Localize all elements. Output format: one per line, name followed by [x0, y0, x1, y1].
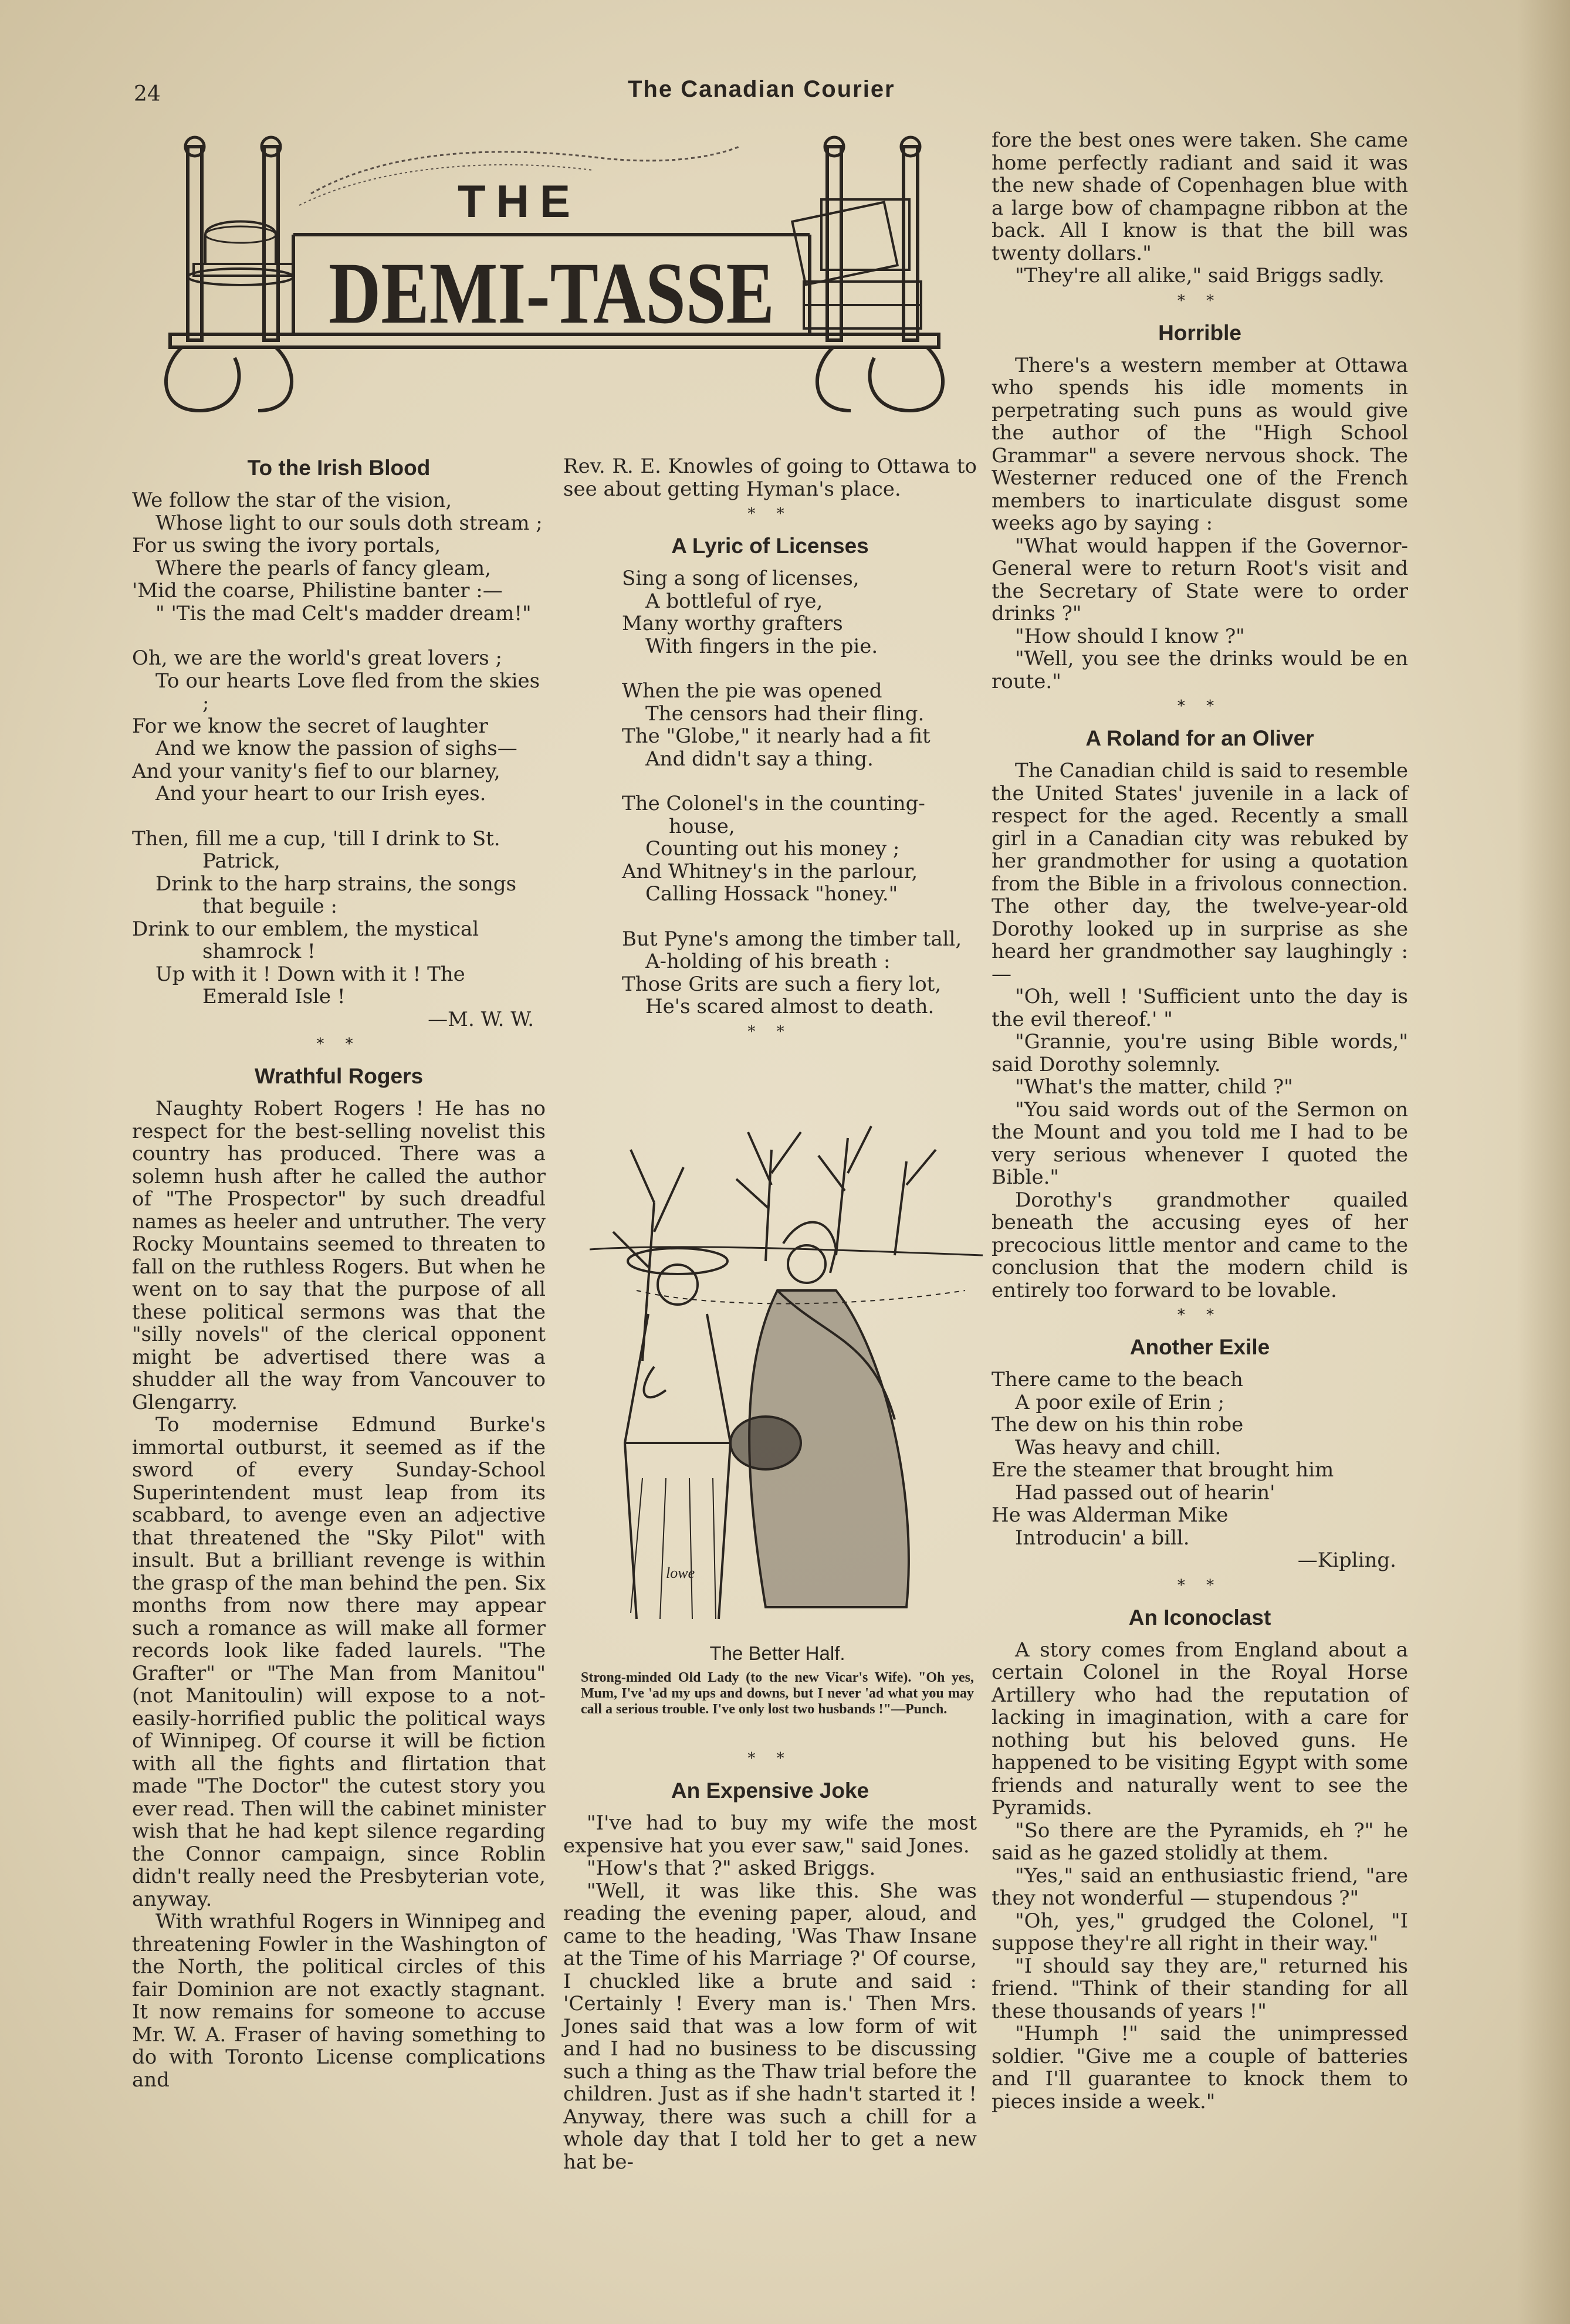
- poem-line: The dew on his thin robe: [992, 1413, 1244, 1437]
- column-2-lower: [563, 1745, 977, 2173]
- section-divider: * *: [747, 1022, 793, 1041]
- poem-line: And Whitney's in the parlour,: [622, 859, 918, 883]
- page-number: 24: [134, 82, 161, 106]
- iconoclast-title: An Iconoclast: [1128, 1605, 1271, 1629]
- poem-line: And we know the passion of sighs—: [155, 737, 517, 760]
- iconoclast-paragraph: "Yes," said an enthusiastic friend, "are they not wonderful — stupendous ?": [992, 1864, 1408, 1910]
- roland-paragraph: "What's the matter, child ?": [1015, 1075, 1293, 1099]
- exile-poem: [992, 1368, 1408, 1549]
- lyric-title: A Lyric of Licenses: [671, 534, 869, 558]
- roland-paragraph: The Canadian child is said to resemble the United States' juvenile in a lack of respect for the aged. Recently a small girl in a Canadian city was rebuked by her grandmother for using a quotation from the Bible in a frivolous connection. The other day, the twelve-year-old Dorothy looked up in surprise as she heard her grandmother say laughingly :—: [992, 759, 1408, 986]
- continued-text: "They're all alike," said Briggs sadly.: [1015, 264, 1385, 287]
- poem-line: Drink to the harp strains, the songs that beguile :: [155, 872, 517, 918]
- poem-line: Had passed out of hearin': [1015, 1481, 1275, 1505]
- poem-line: 'Mid the coarse, Philistine banter :—: [132, 579, 503, 602]
- lyric-stanza-4: [563, 928, 977, 1018]
- irish-stanza-3: [132, 828, 546, 1008]
- roland-title: A Roland for an Oliver: [1085, 726, 1314, 750]
- poem-line: With fingers in the pie.: [645, 634, 878, 658]
- poem-line: And your heart to our Irish eyes.: [155, 782, 486, 805]
- iconoclast-paragraph: "Humph !" said the unimpressed soldier. "Give me a couple of batteries and I'll guarantee to knock them to pieces inside a week.": [992, 2022, 1408, 2113]
- poem-line: Was heavy and chill.: [1015, 1435, 1222, 1459]
- publication-title: The Canadian Courier: [628, 76, 895, 102]
- joke-paragraph: "I've had to buy my wife the most expensive hat you ever saw," said Jones.: [563, 1811, 977, 1858]
- iconoclast-paragraph: "So there are the Pyramids, eh ?" he said as he gazed stolidly at them.: [992, 1818, 1408, 1865]
- page-edge-shadow: [1517, 0, 1570, 2324]
- section-divider: * *: [316, 1035, 361, 1053]
- svg-text:lowe: lowe: [666, 1564, 695, 1581]
- poem-line: For us swing the ivory portals,: [132, 534, 441, 557]
- rogers-paragraph: To modernise Edmund Burke's immortal outburst, it seemed as if the sword of every Sunday-School Superintendent must leap from its scabbard, to avenge even an adjective that threatened the "Sky Pilot" with insult. But a brilliant revenge is within the grasp of the man behind the pen. Six months from now there may appear such a romance as will make all former records look like faded laurels. "The Grafter" or "The Man from Manitou" (not Manitoulin) will expose to a not-easily-horrified public the political ways of Winnipeg. Of course it will be fiction with all the fights and flirtation that made "The Doctor" the cutest story you ever read. Then will the cabinet minister wish that he had kept silence regarding the Connor campaign, since Roblin didn't really need the Presbyterian vote, anyway.: [132, 1413, 546, 1911]
- column-2: [563, 455, 977, 1045]
- horrible-paragraph: There's a western member at Ottawa who spends his idle moments in perpetrating such puns as would give the author of the "High School Grammar" a severe nervous shock. The Westerner reduced one of the French members to inarticulate disgust some weeks ago by saying :: [992, 353, 1408, 535]
- poem-line: A bottleful of rye,: [645, 589, 823, 613]
- section-divider: * *: [747, 505, 793, 523]
- column-1: [132, 446, 546, 2091]
- horrible-title: Horrible: [1158, 320, 1241, 345]
- rogers-title: Wrathful Rogers: [254, 1064, 424, 1088]
- irish-stanza-1: [132, 489, 546, 625]
- continued-text: fore the best ones were taken. She came home perfectly radiant and said it was the new shade of Copenhagen blue with a large bow of champagne ribbon at the back. All I know is that the bill was twenty dollars.": [992, 128, 1408, 265]
- horrible-paragraph: "What would happen if the Governor-General were to return Root's visit and the Secretary of State were to order drinks ?": [992, 534, 1408, 625]
- poem-line: A-holding of his breath :: [645, 950, 891, 973]
- section-divider: * *: [747, 1750, 793, 1767]
- poem-line: He was Alderman Mike: [992, 1503, 1229, 1527]
- masthead-demi-tasse: DEMI-TASSE: [329, 245, 774, 342]
- poem-line: Where the pearls of fancy gleam,: [155, 556, 491, 580]
- poem-line: When the pie was opened: [622, 679, 882, 703]
- poem-line: Counting out his money ;: [645, 837, 900, 861]
- poem-line: Then, fill me a cup, 'till I drink to St. Patrick,: [132, 826, 500, 873]
- poem-line: The censors had their fling.: [645, 702, 925, 726]
- lyric-stanza-2: [563, 680, 977, 770]
- exile-title: Another Exile: [1129, 1335, 1270, 1359]
- cartoon-title: The Better Half.: [709, 1642, 845, 1664]
- exile-signature: —Kipling.: [1297, 1549, 1396, 1572]
- section-divider: * *: [1177, 1306, 1223, 1324]
- horrible-paragraph: "How should I know ?": [1015, 624, 1245, 648]
- poem-line: To our hearts Love fled from the skies ;: [155, 669, 540, 715]
- poem-line: For we know the secret of laughter: [132, 714, 488, 738]
- iconoclast-paragraph: "Oh, yes," grudged the Colonel, "I suppose they're all right in their way.": [992, 1909, 1408, 1955]
- irish-stanza-2: [132, 647, 546, 805]
- poem-line: Calling Hossack "honey.": [645, 882, 898, 906]
- poem-line: The "Globe," it nearly had a fit: [622, 724, 931, 748]
- poem-line: Many worthy grafters: [622, 612, 843, 635]
- poem-line: Whose light to our souls doth stream ;: [155, 511, 543, 535]
- poem-line: Oh, we are the world's great lovers ;: [132, 646, 502, 670]
- poem-line: " 'Tis the mad Celt's madder dream!": [155, 601, 532, 625]
- poem-line: Ere the steamer that brought him: [992, 1458, 1334, 1482]
- poem-line: There came to the beach: [992, 1368, 1243, 1391]
- continued-text: Rev. R. E. Knowles of going to Ottawa to see about getting Hyman's place.: [563, 455, 977, 501]
- roland-paragraph: Dorothy's grandmother quailed beneath the accusing eyes of her precocious little mentor and came to the conclusion that the modern child is entirely too forward to be lovable.: [992, 1188, 1408, 1302]
- demi-tasse-masthead: [147, 123, 962, 422]
- poem-line: A poor exile of Erin ;: [1015, 1390, 1225, 1414]
- poem-line: And didn't say a thing.: [645, 747, 874, 771]
- rogers-paragraph: Naughty Robert Rogers ! He has no respect for the best-selling novelist this country has produced. There was a solemn hush after he called the author of "The Prospector" by such dreadful names as heeler and untruther. The very Rocky Mountains seemed to threaten to fall on the ruthless Rogers. But when he went on to say that the purpose of all these political sermons was that the "silly novels" of the clerical opponent might be advertised there was a shudder all the way from Vancouver to Glengarry.: [132, 1097, 546, 1414]
- section-divider: * *: [1177, 292, 1223, 310]
- lyric-stanza-1: [563, 567, 977, 658]
- poem-line: Introducin' a bill.: [1015, 1526, 1190, 1550]
- column-3: [992, 129, 1408, 2113]
- iconoclast-paragraph: "I should say they are," returned his friend. "Think of their standing for all these thousands of years !": [992, 1954, 1408, 2023]
- poem-line: Up with it ! Down with it ! The Emerald Isle !: [155, 962, 465, 1008]
- section-divider: * *: [1177, 697, 1223, 715]
- poem-line: The Colonel's in the counting-house,: [622, 792, 925, 838]
- poem-line: Those Grits are such a fiery lot,: [622, 972, 942, 996]
- horrible-paragraph: "Well, you see the drinks would be en route.": [992, 647, 1408, 693]
- rogers-paragraph: With wrathful Rogers in Winnipeg and threatening Fowler in the Washington of the North, the political circles of this fair Dominion are not exactly stagnant. It now remains for someone to accuse Mr. W. A. Fraser of having something to do with Toronto License complications and: [132, 1910, 546, 2092]
- cartoon-illustration: [590, 1114, 983, 1631]
- poem-line: And your vanity's fief to our blarney,: [132, 759, 500, 783]
- cartoon-caption-block: [581, 1637, 974, 1717]
- masthead-the: THE: [458, 175, 581, 227]
- lyric-stanza-3: [563, 792, 977, 906]
- poem-line: But Pyne's among the timber tall,: [622, 927, 962, 951]
- roland-paragraph: "Grannie, you're using Bible words," said Dorothy solemnly.: [992, 1030, 1408, 1076]
- poem-line: Sing a song of licenses,: [622, 567, 860, 590]
- irish-signature: —M. W. W.: [428, 1007, 534, 1031]
- joke-paragraph: "How's that ?" asked Briggs.: [587, 1857, 876, 1880]
- poem-line: We follow the star of the vision,: [132, 489, 452, 512]
- roland-paragraph: "You said words out of the Sermon on the Mount and you told me I had to be very serious whenever I quoted the Bible.": [992, 1097, 1408, 1189]
- poem-line: Drink to our emblem, the mystical shamrock !: [132, 917, 479, 963]
- cartoon-caption: Strong-minded Old Lady (to the new Vicar's Wife). "Oh yes, Mum, I've 'ad my ups and downs, but I never 'ad what you may call a serious trouble. I've only lost two husbands !"—Punch.: [581, 1669, 974, 1717]
- joke-title: An Expensive Joke: [671, 1778, 869, 1803]
- joke-paragraph: "Well, it was like this. She was reading the evening paper, aloud, and came to the heading, 'Was Thaw Insane at the Time of his Marriage ?' Of course, I chuckled like a brute and said : 'Certainly ! Every man is.' Then Mrs. Jones said that was a low form of wit and I had no business to be discussing such a thing as the Thaw trial before the children. Just as if she hadn't started it ! Anyway, there was such a chill for a whole day that I told her to get a new hat be-: [563, 1879, 977, 2174]
- roland-paragraph: "Oh, well ! 'Sufficient unto the day is the evil thereof.' ": [992, 985, 1408, 1031]
- irish-title: To the Irish Blood: [247, 456, 431, 480]
- section-divider: * *: [1177, 1576, 1223, 1594]
- iconoclast-paragraph: A story comes from England about a certain Colonel in the Royal Horse Artillery who had the reputation of lacking in imagination, with a care for nothing but his beloved guns. He happened to be visiting Egypt with some friends and naturally went to see the Pyramids.: [992, 1638, 1408, 1820]
- poem-line: He's scared almost to death.: [645, 995, 935, 1018]
